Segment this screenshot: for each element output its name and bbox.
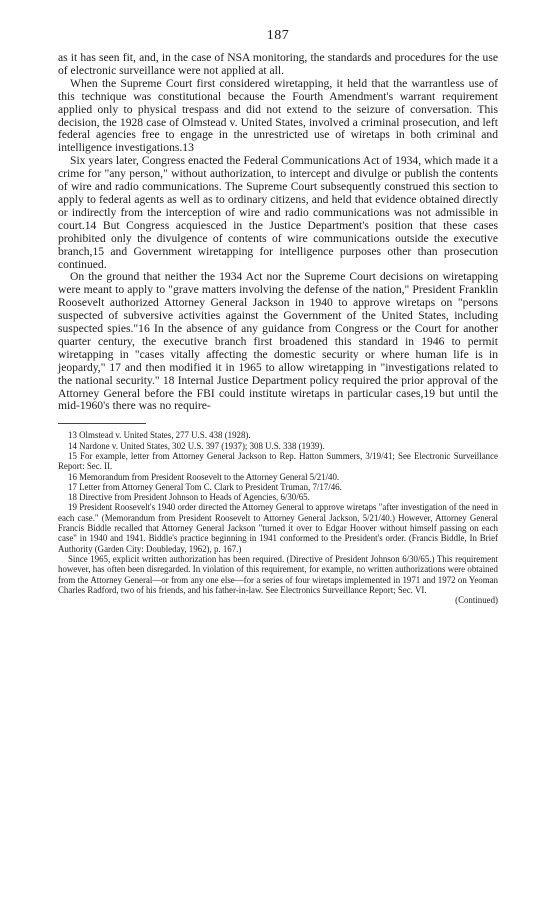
footnote: Since 1965, explicit written authorization has been required. (Directive of President Johnson 6/30/65.) This requirement however, has often been disregarded. In violation of this requirement, for example, no written authorizations were obtained from the Attorney General—or from any one else—for a series of four wiretaps implemented in 1971 and 1972 on Yeoman Charles Radford, two of his friends, and his father-in-law. See Electronics Surveillance Report; Sec. VI. bbox=[58, 553, 498, 595]
paragraph: When the Supreme Court first considered wiretapping, it held that the warrantless use of this technique was constitutional because the Fourth Amendment's warrant requirement applied only to physical trespass and did not extend to the seizure of conversation. This decision, the 1928 case of Olmstead v. United States, involved a criminal prosecution, and left federal agencies free to engage in the unrestricted use of wiretaps in both criminal and intelligence investigations.13 bbox=[58, 76, 498, 155]
footnote: 18 Directive from President Johnson to Heads of Agencies, 6/30/65. bbox=[68, 492, 310, 503]
footnote: 15 For example, letter from Attorney General Jackson to Rep. Hatton Summers, 3/19/41; See Electronic Surveillance Report: Sec. II. bbox=[58, 450, 498, 472]
footnote: 14 Nardone v. United States, 302 U.S. 397 (1937); 308 U.S. 338 (1939). bbox=[68, 440, 325, 451]
paragraph: On the ground that neither the 1934 Act nor the Supreme Court decisions on wiretapping were meant to apply to "grave matters involving the defense of the nation," President Franklin Roosevelt authorized Attorney General Jackson in 1940 to approve wiretaps on "persons suspected of subversive activities against the Government of the United States, including suspected spies."16 In the absence of any guidance from Congress or the Court for another quarter century, the executive branch first broadened this standard in 1946 to permit wiretapping in "cases vitally affecting the domestic security or where human life is in jeopardy," 17 and then modified it in 1965 to allow wiretapping in "investigations related to the national security." 18 Internal Justice Department policy required the prior approval of the Attorney General before the FBI could institute wiretaps in particular cases,19 but until the mid-1960's there was no require- bbox=[58, 270, 498, 413]
paragraph: as it has seen fit, and, in the case of NSA monitoring, the standards and procedures for the use of electronic surveillance were not applied at all. bbox=[58, 51, 498, 77]
page-number: 187 bbox=[266, 28, 290, 43]
footnote: 19 President Roosevelt's 1940 order directed the Attorney General to approve wiretaps "after investigation of the need in each case." (Memorandum from President Roosevelt to Attorney General Jackson, 5/21/40.) However, Attorney General Francis Biddle recalled that Attorney General Jackson "turned it over to Edgar Hoover without himself passing on each case" in 1940 and 1941. Biddle's practice beginning in 1941 conformed to the President's order. (Francis Biddle, In Brief Authority (Garden City: Doubleday, 1962), p. 167.) bbox=[58, 502, 498, 554]
footnote: 16 Memorandum from President Roosevelt to the Attorney General 5/21/40. bbox=[68, 471, 340, 482]
footnote: 13 Olmstead v. United States, 277 U.S. 438 (1928). bbox=[68, 430, 251, 441]
footnote: 17 Letter from Attorney General Tom C. Clark to President Truman, 7/17/46. bbox=[68, 481, 342, 492]
continued-label: (Continued) bbox=[455, 595, 498, 606]
footnote-divider bbox=[58, 423, 146, 424]
footnotes bbox=[58, 430, 498, 605]
body-text bbox=[58, 52, 498, 413]
paragraph: Six years later, Congress enacted the Federal Communications Act of 1934, which made it a crime for "any person," without authorization, to intercept and divulge or publish the contents of wire and radio communications. The Supreme Court subsequently construed this section to apply to federal agents as well as to ordinary citizens, and held that evidence obtained directly or indirectly from the interception of wire and radio communications was not admissible in court.14 But Congress acquiesced in the Justice Department's position that these cases prohibited only the divulgence of contents of wire communications outside the executive branch,15 and Government wiretapping for intelligence purposes other than prosecution continued. bbox=[58, 154, 498, 271]
document-page bbox=[58, 28, 498, 605]
